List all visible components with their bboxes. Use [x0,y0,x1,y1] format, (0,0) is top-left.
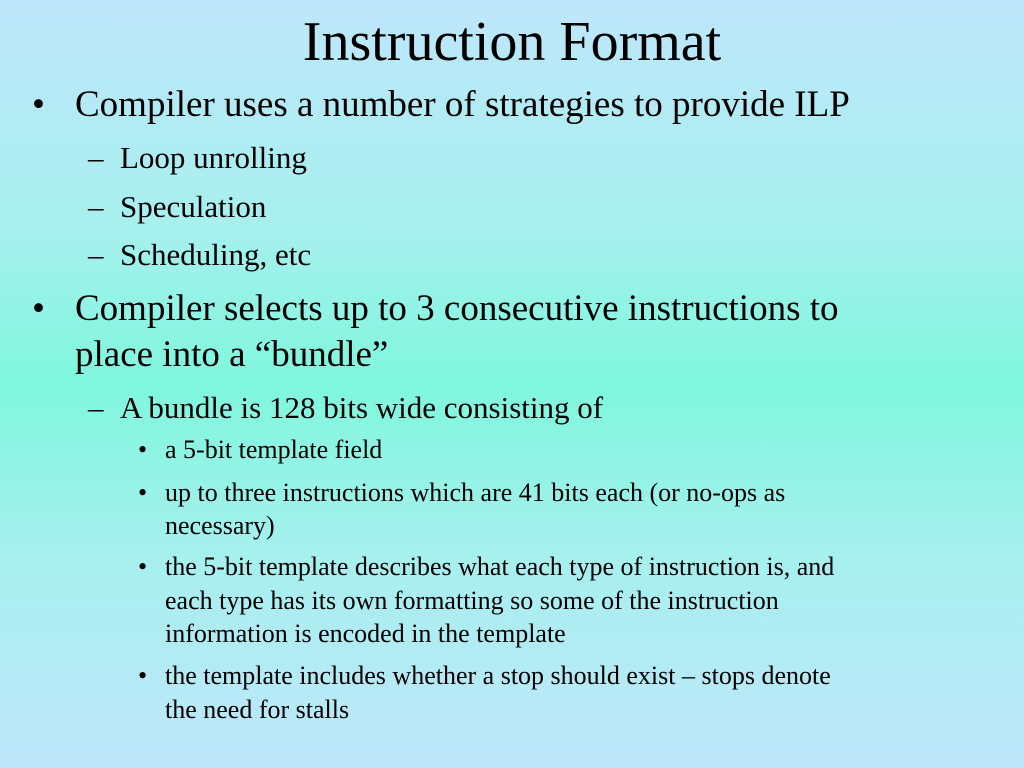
sub-sub-bullet-marker: • [138,435,148,464]
sub-sub-bullet-text-line: the 5-bit template describes what each type of instruction is, and [165,552,835,581]
bullet-text-line: Compiler selects up to 3 consecutive instructions to [75,288,839,329]
bullet-marker: • [32,84,45,125]
slide-title: Instruction Format [302,11,722,73]
sub-sub-bullet-marker: • [138,552,148,581]
sub-bullet-marker: – [88,140,104,175]
sub-bullet-text: Loop unrolling [120,140,307,175]
sub-bullet-text: Speculation [120,189,267,224]
sub-sub-bullet-text-line: the need for stalls [165,695,350,724]
sub-sub-bullet-marker: • [138,661,148,690]
sub-bullet-marker: – [88,390,104,425]
sub-bullet-text: A bundle is 128 bits wide consisting of [120,390,604,425]
sub-sub-bullet-text-line: the template includes whether a stop should exist – stops denote [165,661,831,690]
sub-sub-bullet-marker: • [138,478,148,507]
bullet-text: Compiler uses a number of strategies to provide ILP [75,84,850,125]
bullet-marker: • [32,288,45,329]
bullet-text-line: place into a “bundle” [75,334,389,375]
sub-sub-bullet-text-line: up to three instructions which are 41 bits each (or no-ops as [165,478,786,507]
sub-sub-bullet-text-line: information is encoded in the template [165,619,566,648]
sub-bullet-text: Scheduling, etc [120,237,312,272]
sub-sub-bullet-text-line: each type has its own formatting so some of the instruction [165,586,779,615]
sub-bullet-marker: – [88,189,104,224]
sub-sub-bullet-text-line: necessary) [165,511,275,540]
sub-sub-bullet-text: a 5-bit template field [165,435,383,464]
sub-bullet-marker: – [88,237,104,272]
